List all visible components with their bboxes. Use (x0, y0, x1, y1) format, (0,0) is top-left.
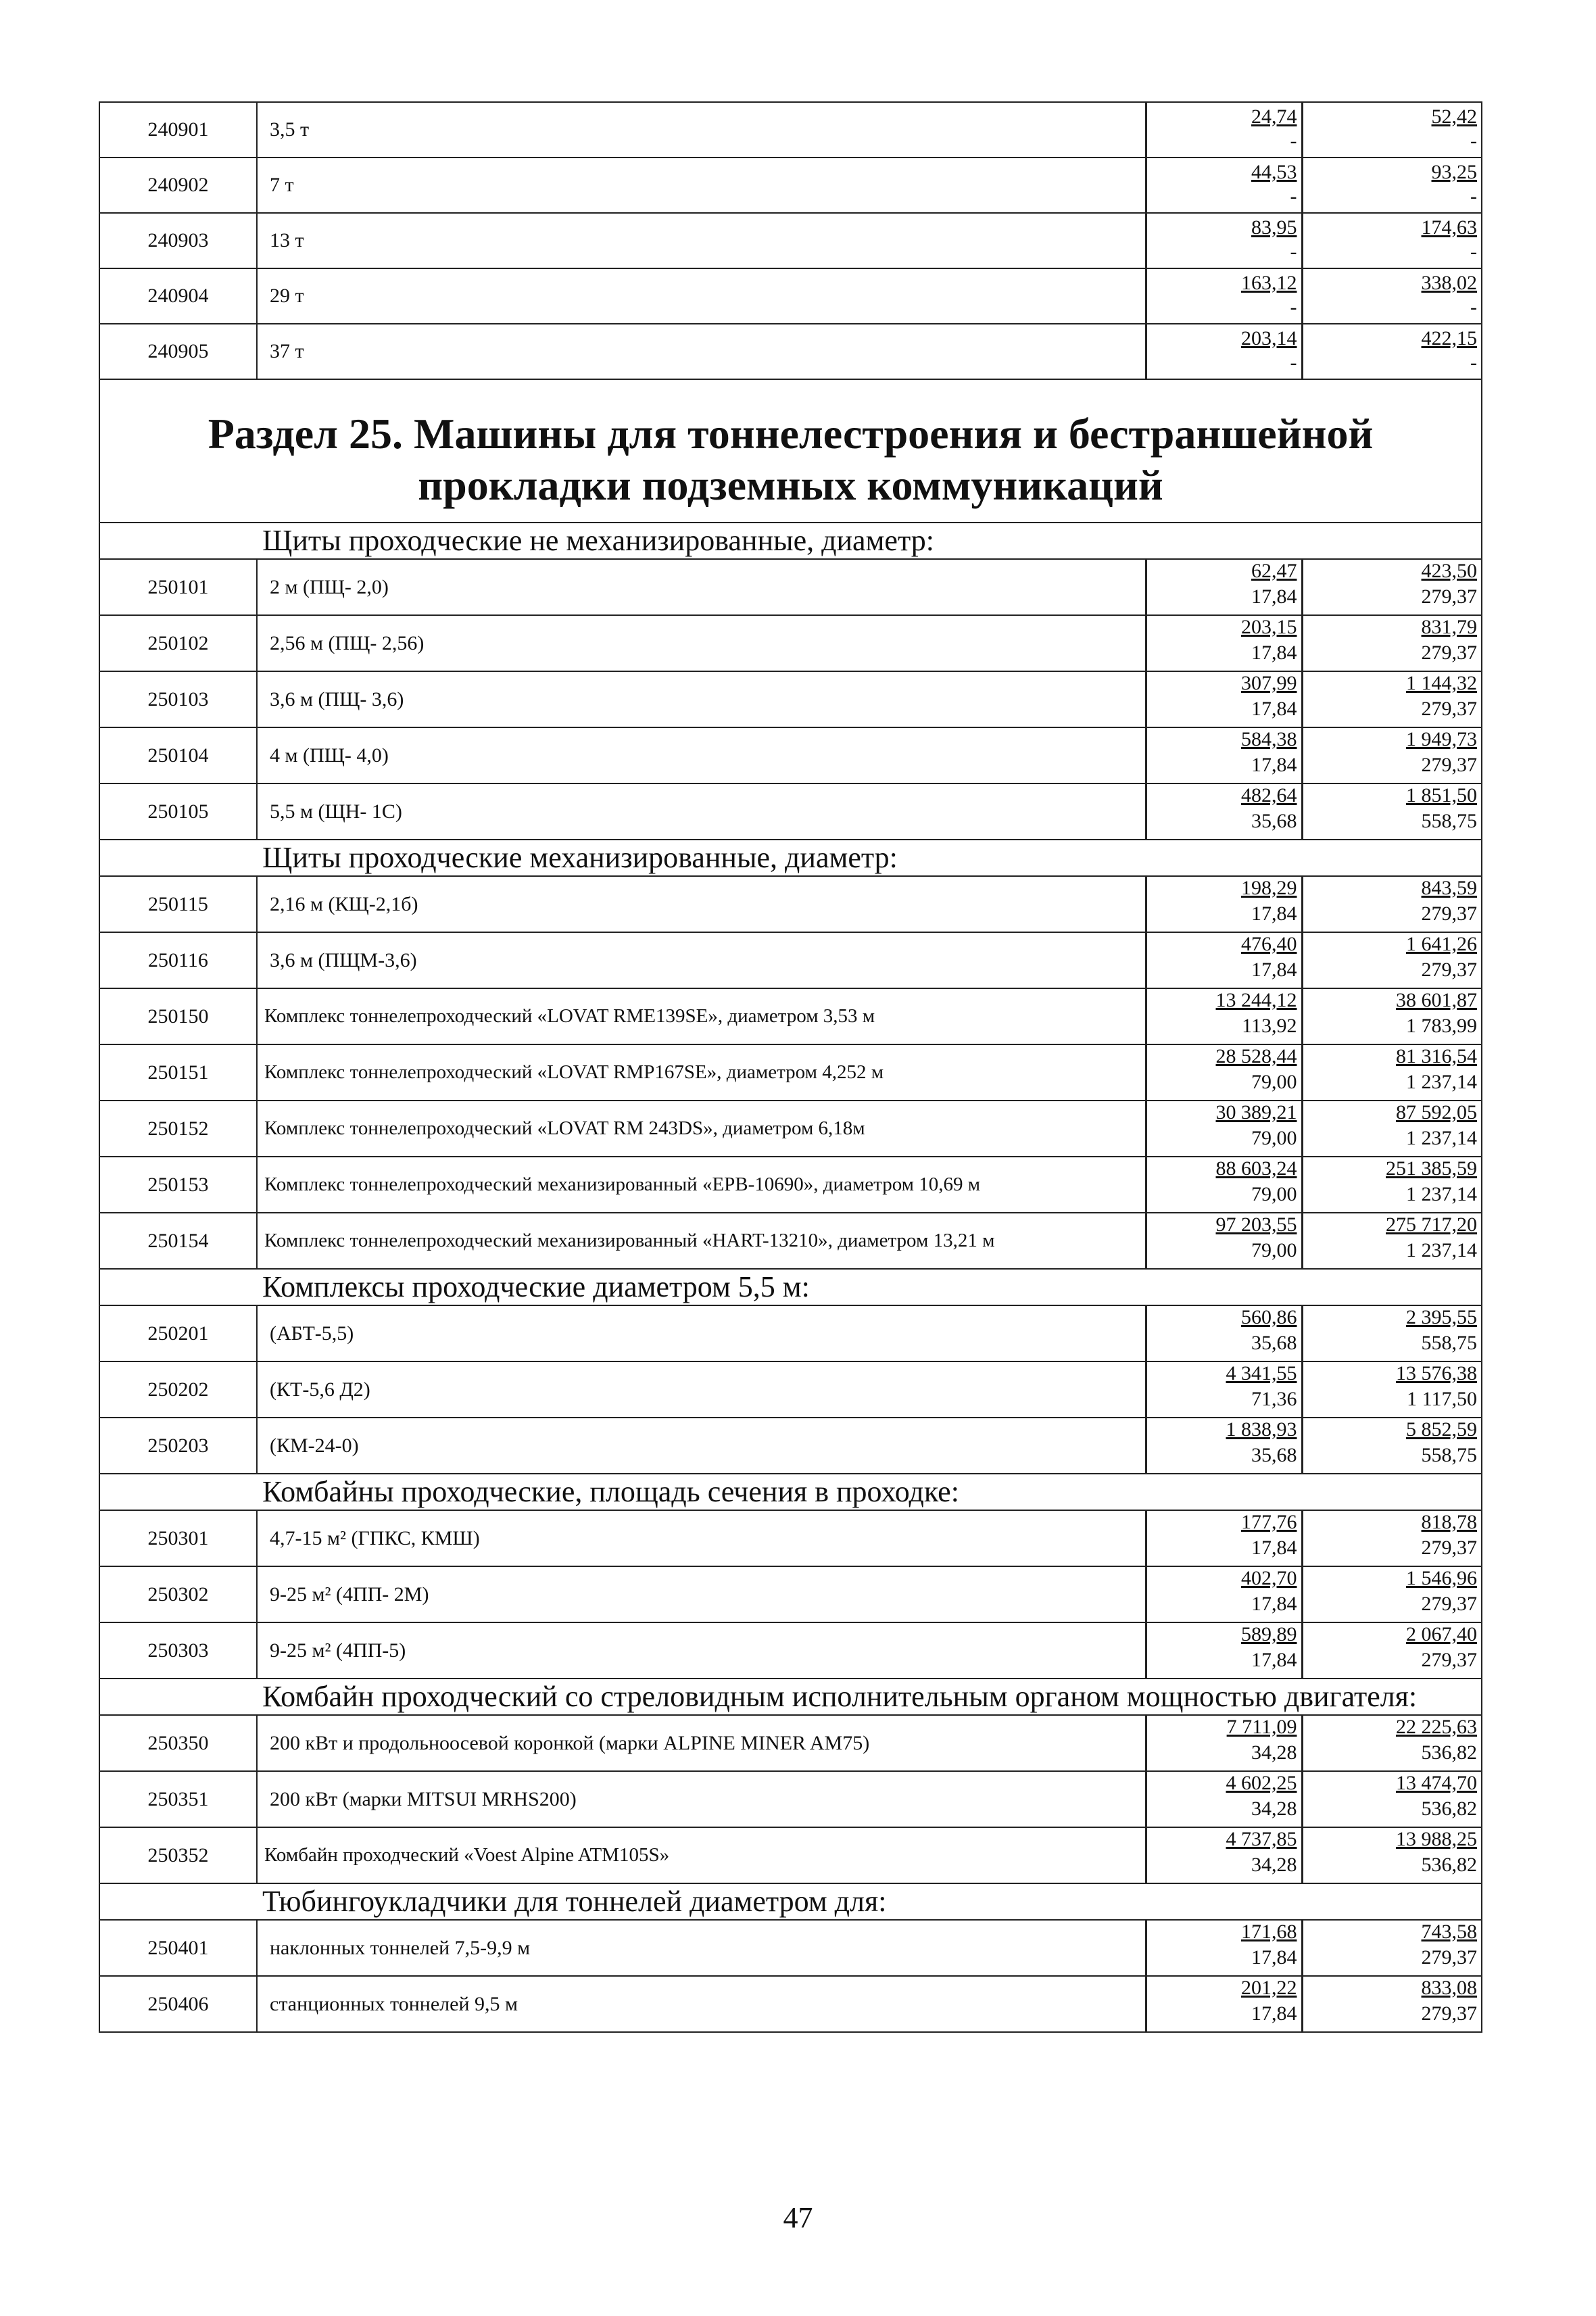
row-code: 250303 (99, 1622, 257, 1679)
row-name: 2,16 м (КЩ-2,1б) (257, 876, 1146, 932)
row-code: 250302 (99, 1566, 257, 1622)
row-name: 3,6 м (ПЩ- 3,6) (257, 671, 1146, 727)
value-cell (1302, 102, 1482, 158)
row-code: 250351 (99, 1771, 257, 1827)
value-secondary: 1 237,14 (1406, 1071, 1477, 1093)
row-code: 250154 (99, 1213, 257, 1269)
value-main: 13 576,38 (1396, 1362, 1477, 1384)
value-secondary: 79,00 (1251, 1127, 1297, 1149)
value-cell (1146, 1510, 1302, 1566)
value-secondary: 34,28 (1251, 1741, 1297, 1764)
value-secondary: 17,84 (1251, 698, 1297, 720)
value-secondary: 279,37 (1421, 642, 1477, 664)
value-cell (1146, 1566, 1302, 1622)
value-secondary: - (1290, 185, 1297, 208)
value-cell (1146, 1976, 1302, 2032)
group-title: Щиты проходческие не механизированные, диаметр: (99, 523, 1482, 559)
table-row (99, 1101, 1482, 1157)
value-main: 28 528,44 (1215, 1045, 1297, 1067)
value-main: 833,08 (1421, 1977, 1477, 1999)
table-row (99, 876, 1482, 932)
value-cell (1146, 268, 1302, 324)
value-main: 203,15 (1241, 616, 1297, 638)
value-secondary: 279,37 (1421, 754, 1477, 776)
row-name: 5,5 м (ЩН- 1С) (257, 783, 1146, 840)
value-cell (1146, 615, 1302, 671)
section-title: Раздел 25. Машины для тоннелестроения и бестраншейной прокладки подземных коммуникаций (99, 379, 1482, 523)
value-main: 4 341,55 (1226, 1362, 1297, 1384)
table-row (99, 1622, 1482, 1679)
value-main: 476,40 (1241, 933, 1297, 955)
value-cell (1146, 1213, 1302, 1269)
value-cell (1302, 1771, 1482, 1827)
value-main: 24,74 (1251, 105, 1297, 128)
value-cell (1302, 1361, 1482, 1418)
row-code: 240904 (99, 268, 257, 324)
price-table (99, 101, 1482, 2033)
group-title: Тюбингоукладчики для тоннелей диаметром для: (99, 1883, 1482, 1920)
value-main: 1 144,32 (1406, 672, 1477, 694)
value-main: 1 838,93 (1226, 1418, 1297, 1441)
value-secondary: 79,00 (1251, 1071, 1297, 1093)
row-name: 37 т (257, 324, 1146, 379)
table-row (99, 1771, 1482, 1827)
value-cell (1302, 1213, 1482, 1269)
row-name: 4 м (ПЩ- 4,0) (257, 727, 1146, 783)
row-name: 3,6 м (ПЩМ-3,6) (257, 932, 1146, 988)
value-cell (1302, 324, 1482, 379)
table-row (99, 324, 1482, 379)
value-cell (1302, 727, 1482, 783)
value-secondary: 17,84 (1251, 2002, 1297, 2025)
value-main: 818,78 (1421, 1511, 1477, 1533)
value-cell (1146, 1827, 1302, 1883)
group-header-row (99, 1474, 1482, 1510)
row-name: наклонных тоннелей 7,5-9,9 м (257, 1920, 1146, 1976)
value-main: 62,47 (1251, 560, 1297, 582)
value-cell (1302, 213, 1482, 268)
table-row (99, 158, 1482, 213)
value-secondary: 1 117,50 (1407, 1388, 1477, 1410)
table-row (99, 213, 1482, 268)
value-secondary: - (1290, 352, 1297, 374)
value-cell (1302, 559, 1482, 615)
table-row (99, 1157, 1482, 1213)
value-cell (1302, 1101, 1482, 1157)
table-row (99, 615, 1482, 671)
row-code: 250116 (99, 932, 257, 988)
group-header-row (99, 1269, 1482, 1305)
value-cell (1146, 102, 1302, 158)
value-secondary: 1 783,99 (1406, 1015, 1477, 1037)
value-cell (1146, 932, 1302, 988)
row-name: Комплекс тоннелепроходческий «LOVAT RM 243DS», диаметром 6,18м (257, 1101, 1146, 1157)
value-main: 13 988,25 (1396, 1828, 1477, 1850)
value-main: 22 225,63 (1396, 1716, 1477, 1738)
row-name: 9-25 м² (4ПП-5) (257, 1622, 1146, 1679)
value-secondary: - (1470, 130, 1477, 152)
value-secondary: 279,37 (1421, 959, 1477, 981)
value-main: 2 395,55 (1406, 1306, 1477, 1328)
value-secondary: 35,68 (1251, 1332, 1297, 1354)
section-header-row (99, 379, 1482, 523)
value-cell (1302, 1044, 1482, 1101)
value-secondary: 536,82 (1421, 1854, 1477, 1876)
value-main: 2 067,40 (1406, 1623, 1477, 1645)
value-cell (1302, 1715, 1482, 1771)
table-row (99, 268, 1482, 324)
value-cell (1146, 1771, 1302, 1827)
value-main: 843,59 (1421, 877, 1477, 899)
row-code: 250150 (99, 988, 257, 1044)
value-cell (1146, 1715, 1302, 1771)
value-secondary: 17,84 (1251, 1649, 1297, 1671)
value-secondary: 279,37 (1421, 585, 1477, 608)
row-code: 250152 (99, 1101, 257, 1157)
value-cell (1302, 988, 1482, 1044)
value-main: 423,50 (1421, 560, 1477, 582)
row-code: 250352 (99, 1827, 257, 1883)
table-row (99, 1361, 1482, 1418)
value-main: 251 385,59 (1386, 1157, 1477, 1180)
value-secondary: 17,84 (1251, 1593, 1297, 1615)
table-row (99, 1044, 1482, 1101)
value-main: 13 474,70 (1396, 1772, 1477, 1794)
row-code: 250350 (99, 1715, 257, 1771)
row-name: (КТ-5,6 Д2) (257, 1361, 1146, 1418)
value-secondary: 279,37 (1421, 2002, 1477, 2025)
value-main: 177,76 (1241, 1511, 1297, 1533)
value-secondary: 17,84 (1251, 1946, 1297, 1969)
row-code: 250153 (99, 1157, 257, 1213)
value-main: 203,14 (1241, 327, 1297, 349)
row-code: 250105 (99, 783, 257, 840)
value-secondary: 17,84 (1251, 642, 1297, 664)
value-secondary: 35,68 (1251, 810, 1297, 832)
value-main: 4 737,85 (1226, 1828, 1297, 1850)
value-main: 831,79 (1421, 616, 1477, 638)
table-row (99, 932, 1482, 988)
group-header-row (99, 840, 1482, 876)
value-main: 482,64 (1241, 784, 1297, 806)
value-secondary: 558,75 (1421, 1332, 1477, 1354)
table-row (99, 1920, 1482, 1976)
value-cell (1146, 559, 1302, 615)
value-cell (1302, 783, 1482, 840)
value-main: 81 316,54 (1396, 1045, 1477, 1067)
value-secondary: 17,84 (1251, 1537, 1297, 1559)
value-main: 7 711,09 (1226, 1716, 1297, 1738)
row-name: Комплекс тоннелепроходческий «LOVAT RME139SE», диаметром 3,53 м (257, 988, 1146, 1044)
value-secondary: 79,00 (1251, 1239, 1297, 1261)
row-code: 250102 (99, 615, 257, 671)
value-secondary: 35,68 (1251, 1444, 1297, 1466)
row-code: 250202 (99, 1361, 257, 1418)
table-row (99, 1566, 1482, 1622)
value-cell (1302, 1827, 1482, 1883)
value-secondary: 536,82 (1421, 1798, 1477, 1820)
row-code: 240902 (99, 158, 257, 213)
value-main: 743,58 (1421, 1921, 1477, 1943)
value-secondary: 536,82 (1421, 1741, 1477, 1764)
row-code: 250115 (99, 876, 257, 932)
value-main: 307,99 (1241, 672, 1297, 694)
value-cell (1146, 1418, 1302, 1474)
table-row (99, 1213, 1482, 1269)
row-code: 250401 (99, 1920, 257, 1976)
value-secondary: 113,92 (1242, 1015, 1297, 1037)
value-secondary: - (1470, 185, 1477, 208)
table-row (99, 1976, 1482, 2032)
row-name: Комплекс тоннелепроходческий «LOVAT RMP167SE», диаметром 4,252 м (257, 1044, 1146, 1101)
value-main: 97 203,55 (1215, 1213, 1297, 1236)
value-main: 4 602,25 (1226, 1772, 1297, 1794)
value-secondary: 1 237,14 (1406, 1239, 1477, 1261)
value-cell (1302, 1418, 1482, 1474)
row-code: 240905 (99, 324, 257, 379)
row-name: 3,5 т (257, 102, 1146, 158)
value-secondary: 279,37 (1421, 1593, 1477, 1615)
value-cell (1302, 1157, 1482, 1213)
row-name: станционных тоннелей 9,5 м (257, 1976, 1146, 2032)
value-main: 1 641,26 (1406, 933, 1477, 955)
value-main: 163,12 (1241, 272, 1297, 294)
value-main: 52,42 (1431, 105, 1477, 128)
table-row (99, 988, 1482, 1044)
value-cell (1146, 158, 1302, 213)
row-code: 250201 (99, 1305, 257, 1361)
value-main: 83,95 (1251, 216, 1297, 239)
row-code: 250101 (99, 559, 257, 615)
row-name: 2,56 м (ПЩ- 2,56) (257, 615, 1146, 671)
value-secondary: - (1290, 130, 1297, 152)
value-main: 5 852,59 (1406, 1418, 1477, 1441)
value-cell (1146, 1101, 1302, 1157)
value-main: 30 389,21 (1215, 1101, 1297, 1124)
group-title: Комплексы проходческие диаметром 5,5 м: (99, 1269, 1482, 1305)
value-main: 422,15 (1421, 327, 1477, 349)
value-main: 93,25 (1431, 161, 1477, 183)
row-code: 250301 (99, 1510, 257, 1566)
page-number: 47 (783, 2201, 813, 2234)
value-cell (1302, 1566, 1482, 1622)
table-row (99, 783, 1482, 840)
value-secondary: 34,28 (1251, 1798, 1297, 1820)
value-secondary: 1 237,14 (1406, 1183, 1477, 1205)
value-cell (1302, 1920, 1482, 1976)
value-cell (1146, 671, 1302, 727)
table-row (99, 1715, 1482, 1771)
table-row (99, 1305, 1482, 1361)
group-header-row (99, 1883, 1482, 1920)
value-secondary: - (1470, 352, 1477, 374)
value-main: 87 592,05 (1396, 1101, 1477, 1124)
value-cell (1302, 268, 1482, 324)
value-cell (1302, 1976, 1482, 2032)
row-name: 200 кВт и продольноосевой коронкой (марки ALPINE MINER AM75) (257, 1715, 1146, 1771)
row-code: 250406 (99, 1976, 257, 2032)
value-secondary: - (1290, 296, 1297, 318)
table-row (99, 559, 1482, 615)
row-name: 9-25 м² (4ПП- 2М) (257, 1566, 1146, 1622)
value-cell (1302, 1305, 1482, 1361)
value-cell (1146, 324, 1302, 379)
row-name: 13 т (257, 213, 1146, 268)
value-cell (1146, 1157, 1302, 1213)
value-secondary: 17,84 (1251, 902, 1297, 925)
value-secondary: 79,00 (1251, 1183, 1297, 1205)
value-main: 44,53 (1251, 161, 1297, 183)
value-cell (1146, 783, 1302, 840)
row-code: 250103 (99, 671, 257, 727)
row-name: 7 т (257, 158, 1146, 213)
value-cell (1302, 158, 1482, 213)
row-name: 4,7-15 м² (ГПКС, КМШ) (257, 1510, 1146, 1566)
value-main: 13 244,12 (1215, 989, 1297, 1011)
value-main: 560,86 (1241, 1306, 1297, 1328)
group-title: Комбайны проходческие, площадь сечения в проходке: (99, 1474, 1482, 1510)
value-main: 338,02 (1421, 272, 1477, 294)
group-header-row (99, 523, 1482, 559)
value-secondary: 279,37 (1421, 698, 1477, 720)
row-code: 240903 (99, 213, 257, 268)
row-name: 200 кВт (марки MITSUI MRHS200) (257, 1771, 1146, 1827)
value-secondary: 17,84 (1251, 959, 1297, 981)
row-code: 250151 (99, 1044, 257, 1101)
row-name: (КМ-24-0) (257, 1418, 1146, 1474)
value-main: 402,70 (1241, 1567, 1297, 1589)
value-secondary: 17,84 (1251, 585, 1297, 608)
value-cell (1302, 876, 1482, 932)
value-main: 174,63 (1421, 216, 1477, 239)
value-main: 198,29 (1241, 877, 1297, 899)
value-main: 589,89 (1241, 1623, 1297, 1645)
value-main: 275 717,20 (1386, 1213, 1477, 1236)
table-row (99, 727, 1482, 783)
value-main: 1 949,73 (1406, 728, 1477, 750)
value-main: 1 546,96 (1406, 1567, 1477, 1589)
value-cell (1146, 1305, 1302, 1361)
row-code: 250104 (99, 727, 257, 783)
value-cell (1146, 876, 1302, 932)
value-secondary: 1 237,14 (1406, 1127, 1477, 1149)
value-cell (1302, 1622, 1482, 1679)
value-secondary: 279,37 (1421, 1649, 1477, 1671)
value-cell (1302, 1510, 1482, 1566)
value-secondary: - (1470, 241, 1477, 263)
value-secondary: 34,28 (1251, 1854, 1297, 1876)
value-main: 201,22 (1241, 1977, 1297, 1999)
row-name: Комплекс тоннелепроходческий механизированный «EPB-10690», диаметром 10,69 м (257, 1157, 1146, 1213)
row-name: 29 т (257, 268, 1146, 324)
value-secondary: 17,84 (1251, 754, 1297, 776)
table-row (99, 671, 1482, 727)
value-cell (1302, 932, 1482, 988)
value-main: 584,38 (1241, 728, 1297, 750)
row-name: (АБТ-5,5) (257, 1305, 1146, 1361)
table-row (99, 1418, 1482, 1474)
table-row (99, 1827, 1482, 1883)
value-secondary: 558,75 (1421, 810, 1477, 832)
value-cell (1146, 988, 1302, 1044)
value-secondary: 71,36 (1251, 1388, 1297, 1410)
row-code: 240901 (99, 102, 257, 158)
value-main: 88 603,24 (1215, 1157, 1297, 1180)
value-secondary: - (1290, 241, 1297, 263)
value-cell (1146, 727, 1302, 783)
group-header-row (99, 1679, 1482, 1715)
value-cell (1146, 1920, 1302, 1976)
value-main: 38 601,87 (1396, 989, 1477, 1011)
group-title: Щиты проходческие механизированные, диаметр: (99, 840, 1482, 876)
value-secondary: 279,37 (1421, 1946, 1477, 1969)
value-main: 171,68 (1241, 1921, 1297, 1943)
value-main: 1 851,50 (1406, 784, 1477, 806)
value-cell (1302, 615, 1482, 671)
row-name: 2 м (ПЩ- 2,0) (257, 559, 1146, 615)
value-secondary: 558,75 (1421, 1444, 1477, 1466)
value-cell (1146, 1361, 1302, 1418)
row-name: Комбайн проходческий «Voest Alpine ATM105S» (257, 1827, 1146, 1883)
row-name: Комплекс тоннелепроходческий механизированный «HART-13210», диаметром 13,21 м (257, 1213, 1146, 1269)
row-code: 250203 (99, 1418, 257, 1474)
value-cell (1146, 1044, 1302, 1101)
value-secondary: 279,37 (1421, 1537, 1477, 1559)
table-row (99, 102, 1482, 158)
group-title: Комбайн проходческий со стреловидным исполнительным органом мощностью двигателя: (99, 1679, 1482, 1715)
value-cell (1146, 213, 1302, 268)
value-cell (1146, 1622, 1302, 1679)
value-cell (1302, 671, 1482, 727)
value-secondary: - (1470, 296, 1477, 318)
table-row (99, 1510, 1482, 1566)
value-secondary: 279,37 (1421, 902, 1477, 925)
